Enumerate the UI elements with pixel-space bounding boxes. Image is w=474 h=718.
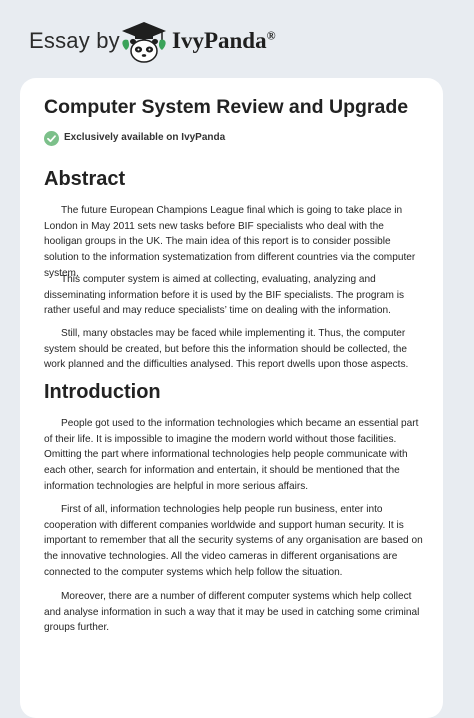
- introduction-paragraph-3: Moreover, there are a number of different computer systems which help collect and analyse information in such a way that it may be used in catching some criminal groups further.: [44, 591, 420, 634]
- page-title: Computer System Review and Upgrade: [44, 96, 409, 118]
- introduction-paragraph-1: People got used to the information technologies which became an essential part of their life. It is impossible to imagine the modern world without those facilities. Omitting the part where informational technologies help people communicate with each other, search for information and entertain, it should be mentioned that the information technologies are helpful in more serious affairs.: [44, 418, 419, 492]
- check-badge-icon: [44, 131, 59, 146]
- site-header: [0, 0, 474, 78]
- introduction-paragraph-2: First of all, information technologies help people run business, enter into cooperation with different companies worldwide and support human security. It is important to remember that all the security systems of any organisation are based on the innovative technologies. All the video cameras in different organisations are connected to the computer systems which help follow the situation.: [44, 504, 423, 578]
- ivypanda-logo-icon[interactable]: [118, 20, 170, 64]
- abstract-paragraph-2: This computer system is aimed at collecting, evaluating, analyzing and disseminating information before it is used by the BIF specialists. The program is rather useful and may reduce specialists’ time on dealing with the information.: [44, 274, 404, 317]
- essay-by-label: Essay by: [29, 28, 120, 53]
- exclusive-badge-label: Exclusively available on IvyPanda: [64, 132, 226, 143]
- document-card: [20, 78, 443, 718]
- section-heading-abstract: Abstract: [44, 168, 126, 190]
- abstract-paragraph-1: The future European Champions League final which is going to take place in London in May 2011 sets new tasks before BIF specialists who deal with the hooligan groups in the UK. The main idea of this report is to consider possible solution to the information systematization from different countries via the computer system.: [44, 205, 416, 279]
- brand-name[interactable]: IvyPanda®: [172, 28, 276, 53]
- abstract-paragraph-3: Still, many obstacles may be faced while implementing it. Thus, the computer system should be created, but before this the information should be collected, the work planned and the difficulties analysed. This report dwells upon those aspects.: [44, 328, 409, 371]
- section-heading-introduction: Introduction: [44, 381, 161, 403]
